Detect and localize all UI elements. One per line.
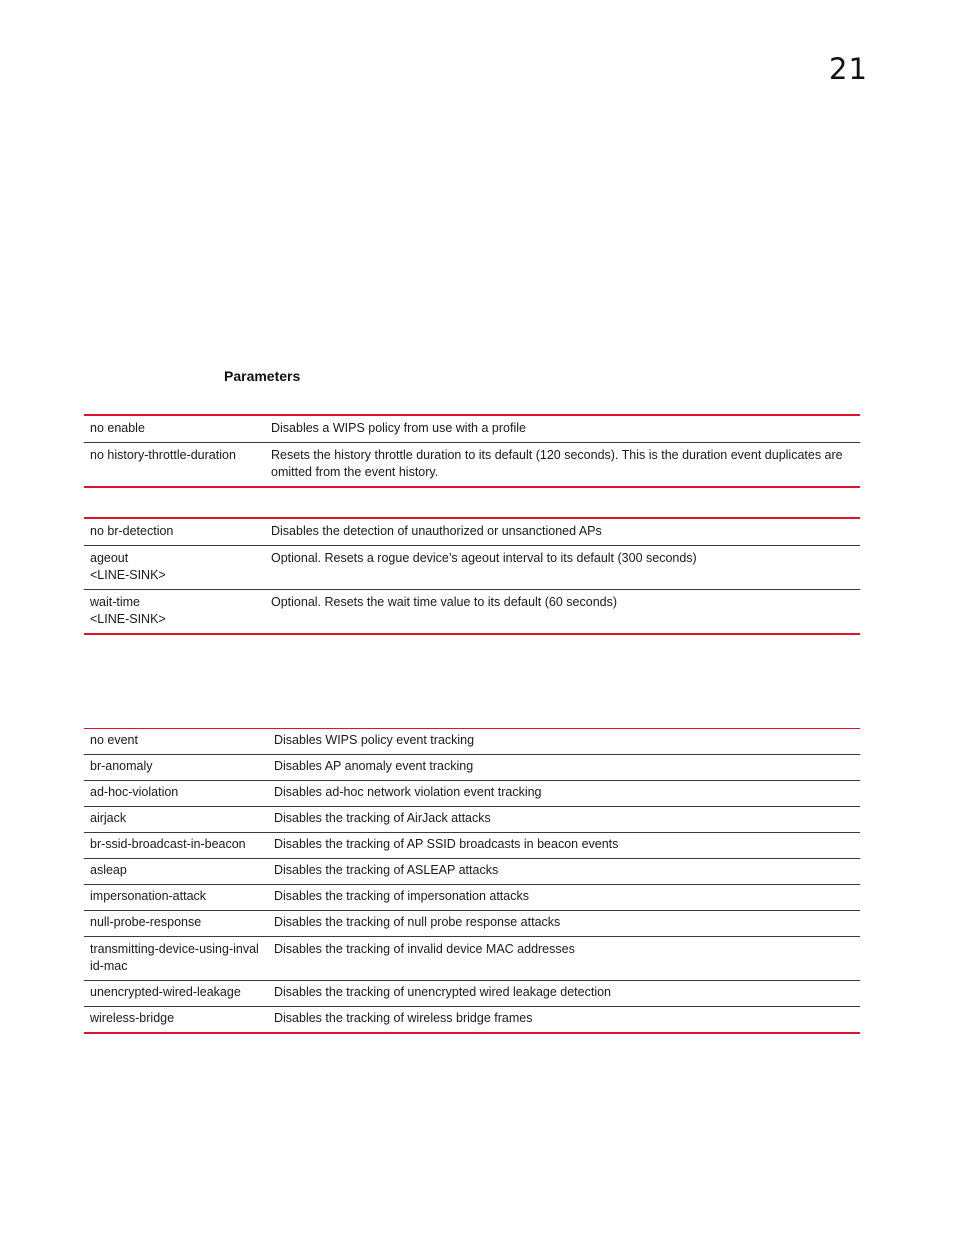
param-name [84,590,265,635]
param-description: Resets the history throttle duration to its default (120 seconds). This is the duration event duplicates are omitted from the event history. [271,448,843,479]
param-description: Disables the tracking of unencrypted wired leakage detection [274,985,612,999]
table-row [84,546,860,590]
table-row [84,729,860,755]
param-description: Disables WIPS policy event tracking [274,733,475,747]
param-name-line: transmitting-device-using-inval [90,942,259,956]
param-description: Optional. Resets the wait time value to its default (60 seconds) [271,595,618,609]
param-description: Disables the tracking of AP SSID broadcasts in beacon events [274,837,619,851]
param-name: no enable [90,421,145,435]
param-name: asleap [90,863,127,877]
param-name-line: id-mac [90,959,128,973]
param-name: br-ssid-broadcast-in-beacon [90,837,246,851]
param-description: Disables a WIPS policy from use with a profile [271,421,526,435]
table-row [84,833,860,859]
table-row [84,518,860,546]
table-row [84,590,860,635]
param-argument: <LINE-SINK> [90,568,166,582]
table-row [84,443,860,488]
parameters-table-policy [84,414,860,488]
param-description: Optional. Resets a rogue device’s ageout interval to its default (300 seconds) [271,551,697,565]
param-name: br-anomaly [90,759,153,773]
param-description: Disables the tracking of wireless bridge frames [274,1011,533,1025]
parameters-table-event [84,728,860,1034]
param-name: impersonation-attack [90,889,207,903]
param-argument: <LINE-SINK> [90,612,166,626]
param-name: null-probe-response [90,915,202,929]
table-row [84,1007,860,1034]
param-description: Disables the tracking of null probe response attacks [274,915,561,929]
param-name: no history-throttle-duration [90,448,236,462]
param-name-line: ageout [90,551,129,565]
param-description: Disables the detection of unauthorized or unsanctioned APs [271,524,602,538]
section-heading-parameters: Parameters [224,368,301,384]
table-row [84,859,860,885]
parameters-table-br-detection [84,517,860,635]
chapter-number: 21 [829,52,868,86]
table-row [84,885,860,911]
table-row [84,755,860,781]
table-row [84,781,860,807]
param-name: airjack [90,811,127,825]
param-description: Disables the tracking of AirJack attacks [274,811,491,825]
table-row [84,937,860,981]
param-name: no br-detection [90,524,174,538]
param-name [84,937,268,981]
param-name [84,546,265,590]
param-description: Disables AP anomaly event tracking [274,759,474,773]
param-description: Disables the tracking of invalid device MAC addresses [274,942,575,956]
param-description: Disables ad-hoc network violation event tracking [274,785,542,799]
param-name: unencrypted-wired-leakage [90,985,241,999]
table-row [84,981,860,1007]
table-row [84,807,860,833]
table-row [84,415,860,443]
table-row [84,911,860,937]
param-name: ad-hoc-violation [90,785,179,799]
param-description: Disables the tracking of impersonation attacks [274,889,529,903]
param-name: no event [90,733,138,747]
param-description: Disables the tracking of ASLEAP attacks [274,863,499,877]
param-name: wireless-bridge [90,1011,175,1025]
param-name-line: wait-time [90,595,141,609]
